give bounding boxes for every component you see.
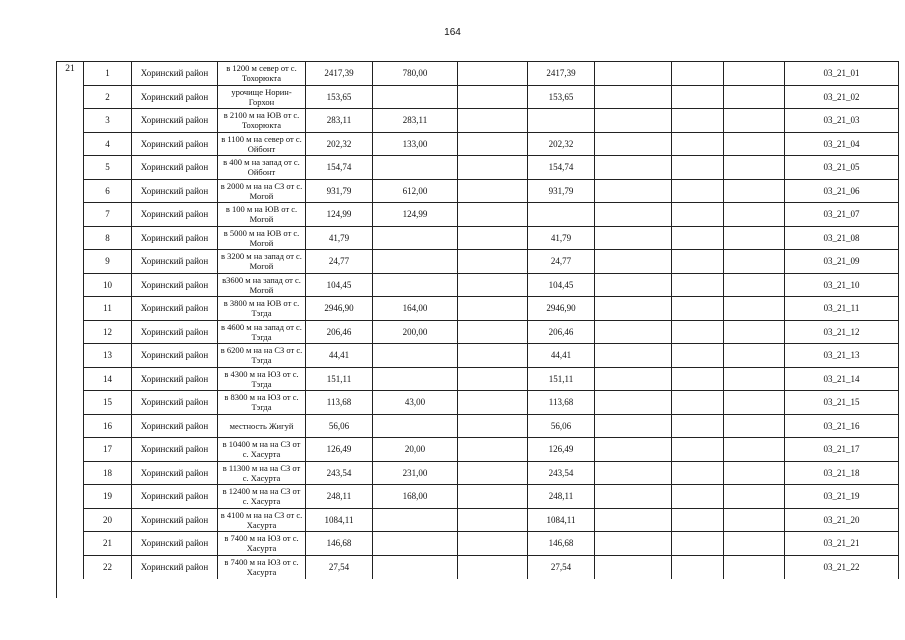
plot-code-cell: 03_21_13 xyxy=(785,344,899,368)
area-column-6-cell xyxy=(724,156,785,180)
location-cell: в 400 м на запад от с. Ойбонт xyxy=(218,156,306,180)
area-column-4-cell xyxy=(595,555,672,579)
area-column-6-cell xyxy=(724,179,785,203)
district-cell: Хоринский район xyxy=(132,156,218,180)
area-column-2-cell xyxy=(458,508,528,532)
area-column-6-cell xyxy=(724,344,785,368)
area-column-4-cell xyxy=(595,532,672,556)
area-column-2-cell xyxy=(458,156,528,180)
total-area-cell: 202,32 xyxy=(306,132,373,156)
total-area-cell: 24,77 xyxy=(306,250,373,274)
area-column-1-cell xyxy=(373,273,458,297)
total-area-cell: 1084,11 xyxy=(306,508,373,532)
area-column-1-cell: 200,00 xyxy=(373,320,458,344)
total-area-cell: 41,79 xyxy=(306,226,373,250)
section-number-cell xyxy=(56,61,83,598)
area-column-3-cell: 2946,90 xyxy=(528,297,595,321)
location-cell: в 7400 м на ЮЗ от с. Хасурта xyxy=(218,532,306,556)
area-column-5-cell xyxy=(672,485,724,509)
row-number: 9 xyxy=(84,250,132,274)
area-column-6-cell xyxy=(724,250,785,274)
area-column-4-cell xyxy=(595,85,672,109)
location-cell: в 10400 м на на СЗ от с. Хасурта xyxy=(218,438,306,462)
table-row xyxy=(84,555,899,579)
plot-code-cell: 03_21_12 xyxy=(785,320,899,344)
area-column-3-cell: 151,11 xyxy=(528,367,595,391)
area-column-5-cell xyxy=(672,344,724,368)
plot-code-cell: 03_21_07 xyxy=(785,203,899,227)
location-cell: в 100 м на ЮВ от с. Могой xyxy=(218,203,306,227)
area-column-2-cell xyxy=(458,132,528,156)
land-registry-table xyxy=(83,61,899,579)
area-column-4-cell xyxy=(595,367,672,391)
area-column-4-cell xyxy=(595,297,672,321)
area-column-1-cell xyxy=(373,250,458,274)
area-column-3-cell: 113,68 xyxy=(528,391,595,415)
plot-code-cell: 03_21_16 xyxy=(785,414,899,438)
area-column-3-cell: 1084,11 xyxy=(528,508,595,532)
total-area-cell: 104,45 xyxy=(306,273,373,297)
area-column-4-cell xyxy=(595,179,672,203)
district-cell: Хоринский район xyxy=(132,485,218,509)
total-area-cell: 2417,39 xyxy=(306,62,373,86)
area-column-6-cell xyxy=(724,555,785,579)
row-number: 6 xyxy=(84,179,132,203)
district-cell: Хоринский район xyxy=(132,508,218,532)
table-row xyxy=(84,250,899,274)
total-area-cell: 146,68 xyxy=(306,532,373,556)
row-number: 15 xyxy=(84,391,132,415)
area-column-3-cell: 243,54 xyxy=(528,461,595,485)
area-column-6-cell xyxy=(724,320,785,344)
area-column-1-cell: 780,00 xyxy=(373,62,458,86)
area-column-1-cell xyxy=(373,367,458,391)
total-area-cell: 56,06 xyxy=(306,414,373,438)
area-column-3-cell: 41,79 xyxy=(528,226,595,250)
area-column-4-cell xyxy=(595,132,672,156)
total-area-cell: 124,99 xyxy=(306,203,373,227)
table-row xyxy=(84,109,899,133)
area-column-6-cell xyxy=(724,367,785,391)
district-cell: Хоринский район xyxy=(132,438,218,462)
area-column-5-cell xyxy=(672,461,724,485)
area-column-1-cell xyxy=(373,532,458,556)
area-column-5-cell xyxy=(672,109,724,133)
location-cell: в 3800 м на ЮВ от с. Тэгда xyxy=(218,297,306,321)
location-cell: урочище Норин-Горхон xyxy=(218,85,306,109)
area-column-2-cell xyxy=(458,179,528,203)
table-row xyxy=(84,179,899,203)
table-row xyxy=(84,438,899,462)
district-cell: Хоринский район xyxy=(132,203,218,227)
total-area-cell: 154,74 xyxy=(306,156,373,180)
table-row xyxy=(84,62,899,86)
area-column-3-cell: 2417,39 xyxy=(528,62,595,86)
table-row xyxy=(84,203,899,227)
table-row xyxy=(84,391,899,415)
row-number: 14 xyxy=(84,367,132,391)
plot-code-cell: 03_21_10 xyxy=(785,273,899,297)
area-column-3-cell: 931,79 xyxy=(528,179,595,203)
row-number: 3 xyxy=(84,109,132,133)
area-column-6-cell xyxy=(724,438,785,462)
plot-code-cell: 03_21_02 xyxy=(785,85,899,109)
area-column-5-cell xyxy=(672,62,724,86)
row-number: 21 xyxy=(84,532,132,556)
area-column-5-cell xyxy=(672,132,724,156)
table-row xyxy=(84,273,899,297)
area-column-2-cell xyxy=(458,320,528,344)
row-number: 11 xyxy=(84,297,132,321)
plot-code-cell: 03_21_03 xyxy=(785,109,899,133)
total-area-cell: 283,11 xyxy=(306,109,373,133)
row-number: 2 xyxy=(84,85,132,109)
total-area-cell: 206,46 xyxy=(306,320,373,344)
row-number: 4 xyxy=(84,132,132,156)
district-cell: Хоринский район xyxy=(132,461,218,485)
area-column-4-cell xyxy=(595,344,672,368)
district-cell: Хоринский район xyxy=(132,532,218,556)
row-number: 5 xyxy=(84,156,132,180)
table-row xyxy=(84,297,899,321)
area-column-6-cell xyxy=(724,85,785,109)
area-column-5-cell xyxy=(672,555,724,579)
table-row xyxy=(84,508,899,532)
row-number: 18 xyxy=(84,461,132,485)
row-number: 13 xyxy=(84,344,132,368)
district-cell: Хоринский район xyxy=(132,273,218,297)
area-column-4-cell xyxy=(595,273,672,297)
area-column-5-cell xyxy=(672,297,724,321)
area-column-1-cell: 20,00 xyxy=(373,438,458,462)
section-number: 21 xyxy=(65,64,75,74)
area-column-5-cell xyxy=(672,179,724,203)
area-column-3-cell: 206,46 xyxy=(528,320,595,344)
area-column-1-cell: 283,11 xyxy=(373,109,458,133)
row-number: 1 xyxy=(84,62,132,86)
area-column-5-cell xyxy=(672,320,724,344)
area-column-1-cell: 612,00 xyxy=(373,179,458,203)
page-number: 164 xyxy=(444,27,461,38)
row-number: 10 xyxy=(84,273,132,297)
area-column-3-cell: 153,65 xyxy=(528,85,595,109)
area-column-2-cell xyxy=(458,485,528,509)
table-row xyxy=(84,132,899,156)
district-cell: Хоринский район xyxy=(132,297,218,321)
location-cell: в 3200 м на запад от с. Могой xyxy=(218,250,306,274)
area-column-3-cell: 202,32 xyxy=(528,132,595,156)
plot-code-cell: 03_21_11 xyxy=(785,297,899,321)
area-column-1-cell: 231,00 xyxy=(373,461,458,485)
plot-code-cell: 03_21_05 xyxy=(785,156,899,180)
area-column-3-cell: 104,45 xyxy=(528,273,595,297)
area-column-2-cell xyxy=(458,273,528,297)
area-column-4-cell xyxy=(595,320,672,344)
area-column-5-cell xyxy=(672,156,724,180)
area-column-3-cell: 154,74 xyxy=(528,156,595,180)
area-column-1-cell xyxy=(373,555,458,579)
district-cell: Хоринский район xyxy=(132,62,218,86)
area-column-1-cell xyxy=(373,156,458,180)
location-cell: в 6200 м на на СЗ от с. Тэгда xyxy=(218,344,306,368)
row-number: 12 xyxy=(84,320,132,344)
area-column-6-cell xyxy=(724,62,785,86)
plot-code-cell: 03_21_19 xyxy=(785,485,899,509)
plot-code-cell: 03_21_17 xyxy=(785,438,899,462)
area-column-4-cell xyxy=(595,109,672,133)
area-column-1-cell: 164,00 xyxy=(373,297,458,321)
area-column-6-cell xyxy=(724,414,785,438)
area-column-6-cell xyxy=(724,109,785,133)
plot-code-cell: 03_21_04 xyxy=(785,132,899,156)
row-number: 20 xyxy=(84,508,132,532)
area-column-6-cell xyxy=(724,203,785,227)
area-column-5-cell xyxy=(672,367,724,391)
area-column-1-cell: 124,99 xyxy=(373,203,458,227)
total-area-cell: 126,49 xyxy=(306,438,373,462)
area-column-6-cell xyxy=(724,391,785,415)
plot-code-cell: 03_21_06 xyxy=(785,179,899,203)
area-column-4-cell xyxy=(595,485,672,509)
plot-code-cell: 03_21_14 xyxy=(785,367,899,391)
row-number: 22 xyxy=(84,555,132,579)
location-cell: в 4600 м на запад от с. Тэгда xyxy=(218,320,306,344)
total-area-cell: 243,54 xyxy=(306,461,373,485)
district-cell: Хоринский район xyxy=(132,179,218,203)
location-cell: в 2000 м на на СЗ от с. Могой xyxy=(218,179,306,203)
area-column-5-cell xyxy=(672,391,724,415)
area-column-4-cell xyxy=(595,391,672,415)
total-area-cell: 151,11 xyxy=(306,367,373,391)
area-column-2-cell xyxy=(458,226,528,250)
location-cell: в 7400 м на ЮЗ от с. Хасурта xyxy=(218,555,306,579)
area-column-3-cell: 56,06 xyxy=(528,414,595,438)
location-cell: местность Жигуй xyxy=(218,414,306,438)
district-cell: Хоринский район xyxy=(132,250,218,274)
area-column-5-cell xyxy=(672,532,724,556)
area-column-1-cell xyxy=(373,344,458,368)
area-column-6-cell xyxy=(724,508,785,532)
row-number: 8 xyxy=(84,226,132,250)
row-number: 19 xyxy=(84,485,132,509)
area-column-4-cell xyxy=(595,156,672,180)
row-number: 17 xyxy=(84,438,132,462)
total-area-cell: 113,68 xyxy=(306,391,373,415)
area-column-2-cell xyxy=(458,109,528,133)
district-cell: Хоринский район xyxy=(132,85,218,109)
location-cell: в 4300 м на ЮЗ от с. Тэгда xyxy=(218,367,306,391)
row-number: 7 xyxy=(84,203,132,227)
area-column-2-cell xyxy=(458,344,528,368)
area-column-3-cell: 126,49 xyxy=(528,438,595,462)
area-column-5-cell xyxy=(672,226,724,250)
area-column-1-cell xyxy=(373,508,458,532)
table-row xyxy=(84,367,899,391)
area-column-2-cell xyxy=(458,532,528,556)
location-cell: в 2100 м на ЮВ от с. Тохорюкта xyxy=(218,109,306,133)
area-column-5-cell xyxy=(672,85,724,109)
area-column-3-cell: 27,54 xyxy=(528,555,595,579)
area-column-2-cell xyxy=(458,250,528,274)
table-row xyxy=(84,156,899,180)
area-column-6-cell xyxy=(724,297,785,321)
area-column-4-cell xyxy=(595,438,672,462)
area-column-4-cell xyxy=(595,414,672,438)
table-row xyxy=(84,85,899,109)
area-column-5-cell xyxy=(672,250,724,274)
location-cell: в 1100 м на север от с. Ойбонт xyxy=(218,132,306,156)
total-area-cell: 2946,90 xyxy=(306,297,373,321)
area-column-2-cell xyxy=(458,555,528,579)
location-cell: в 4100 м на на СЗ от с. Хасурта xyxy=(218,508,306,532)
total-area-cell: 248,11 xyxy=(306,485,373,509)
area-column-2-cell xyxy=(458,414,528,438)
plot-code-cell: 03_21_18 xyxy=(785,461,899,485)
total-area-cell: 27,54 xyxy=(306,555,373,579)
total-area-cell: 44,41 xyxy=(306,344,373,368)
district-cell: Хоринский район xyxy=(132,132,218,156)
area-column-3-cell xyxy=(528,109,595,133)
area-column-6-cell xyxy=(724,532,785,556)
table-row xyxy=(84,532,899,556)
area-column-2-cell xyxy=(458,62,528,86)
table-row xyxy=(84,461,899,485)
location-cell: в 1200 м север от с. Тохорюкта xyxy=(218,62,306,86)
plot-code-cell: 03_21_08 xyxy=(785,226,899,250)
area-column-2-cell xyxy=(458,297,528,321)
table-row xyxy=(84,344,899,368)
table-row xyxy=(84,226,899,250)
area-column-2-cell xyxy=(458,438,528,462)
plot-code-cell: 03_21_20 xyxy=(785,508,899,532)
area-column-2-cell xyxy=(458,367,528,391)
area-column-1-cell: 133,00 xyxy=(373,132,458,156)
district-cell: Хоринский район xyxy=(132,344,218,368)
table-row xyxy=(84,414,899,438)
area-column-3-cell: 24,77 xyxy=(528,250,595,274)
table-body xyxy=(84,62,899,580)
district-cell: Хоринский район xyxy=(132,414,218,438)
area-column-1-cell xyxy=(373,226,458,250)
area-column-4-cell xyxy=(595,461,672,485)
plot-code-cell: 03_21_21 xyxy=(785,532,899,556)
district-cell: Хоринский район xyxy=(132,555,218,579)
area-column-6-cell xyxy=(724,461,785,485)
area-column-3-cell xyxy=(528,203,595,227)
plot-code-cell: 03_21_15 xyxy=(785,391,899,415)
plot-code-cell: 03_21_01 xyxy=(785,62,899,86)
area-column-1-cell: 168,00 xyxy=(373,485,458,509)
location-cell: в 11300 м на на СЗ от с. Хасурта xyxy=(218,461,306,485)
location-cell: в 5000 м на ЮВ от с. Могой xyxy=(218,226,306,250)
district-cell: Хоринский район xyxy=(132,391,218,415)
district-cell: Хоринский район xyxy=(132,109,218,133)
area-column-5-cell xyxy=(672,414,724,438)
area-column-2-cell xyxy=(458,391,528,415)
area-column-1-cell xyxy=(373,414,458,438)
area-column-3-cell: 44,41 xyxy=(528,344,595,368)
area-column-4-cell xyxy=(595,250,672,274)
area-column-4-cell xyxy=(595,203,672,227)
table-row xyxy=(84,320,899,344)
area-column-6-cell xyxy=(724,485,785,509)
district-cell: Хоринский район xyxy=(132,367,218,391)
area-column-3-cell: 248,11 xyxy=(528,485,595,509)
area-column-5-cell xyxy=(672,508,724,532)
district-cell: Хоринский район xyxy=(132,226,218,250)
area-column-4-cell xyxy=(595,62,672,86)
area-column-6-cell xyxy=(724,226,785,250)
area-column-1-cell xyxy=(373,85,458,109)
area-column-2-cell xyxy=(458,461,528,485)
area-column-5-cell xyxy=(672,273,724,297)
area-column-2-cell xyxy=(458,203,528,227)
area-column-5-cell xyxy=(672,438,724,462)
area-column-3-cell: 146,68 xyxy=(528,532,595,556)
total-area-cell: 153,65 xyxy=(306,85,373,109)
location-cell: в 12400 м на на СЗ от с. Хасурта xyxy=(218,485,306,509)
plot-code-cell: 03_21_09 xyxy=(785,250,899,274)
area-column-2-cell xyxy=(458,85,528,109)
total-area-cell: 931,79 xyxy=(306,179,373,203)
plot-code-cell: 03_21_22 xyxy=(785,555,899,579)
area-column-6-cell xyxy=(724,132,785,156)
location-cell: в 8300 м на ЮЗ от с. Тэгда xyxy=(218,391,306,415)
table-row xyxy=(84,485,899,509)
area-column-5-cell xyxy=(672,203,724,227)
location-cell: в3600 м на запад от с. Могой xyxy=(218,273,306,297)
area-column-4-cell xyxy=(595,226,672,250)
row-number: 16 xyxy=(84,414,132,438)
area-column-1-cell: 43,00 xyxy=(373,391,458,415)
area-column-4-cell xyxy=(595,508,672,532)
district-cell: Хоринский район xyxy=(132,320,218,344)
area-column-6-cell xyxy=(724,273,785,297)
